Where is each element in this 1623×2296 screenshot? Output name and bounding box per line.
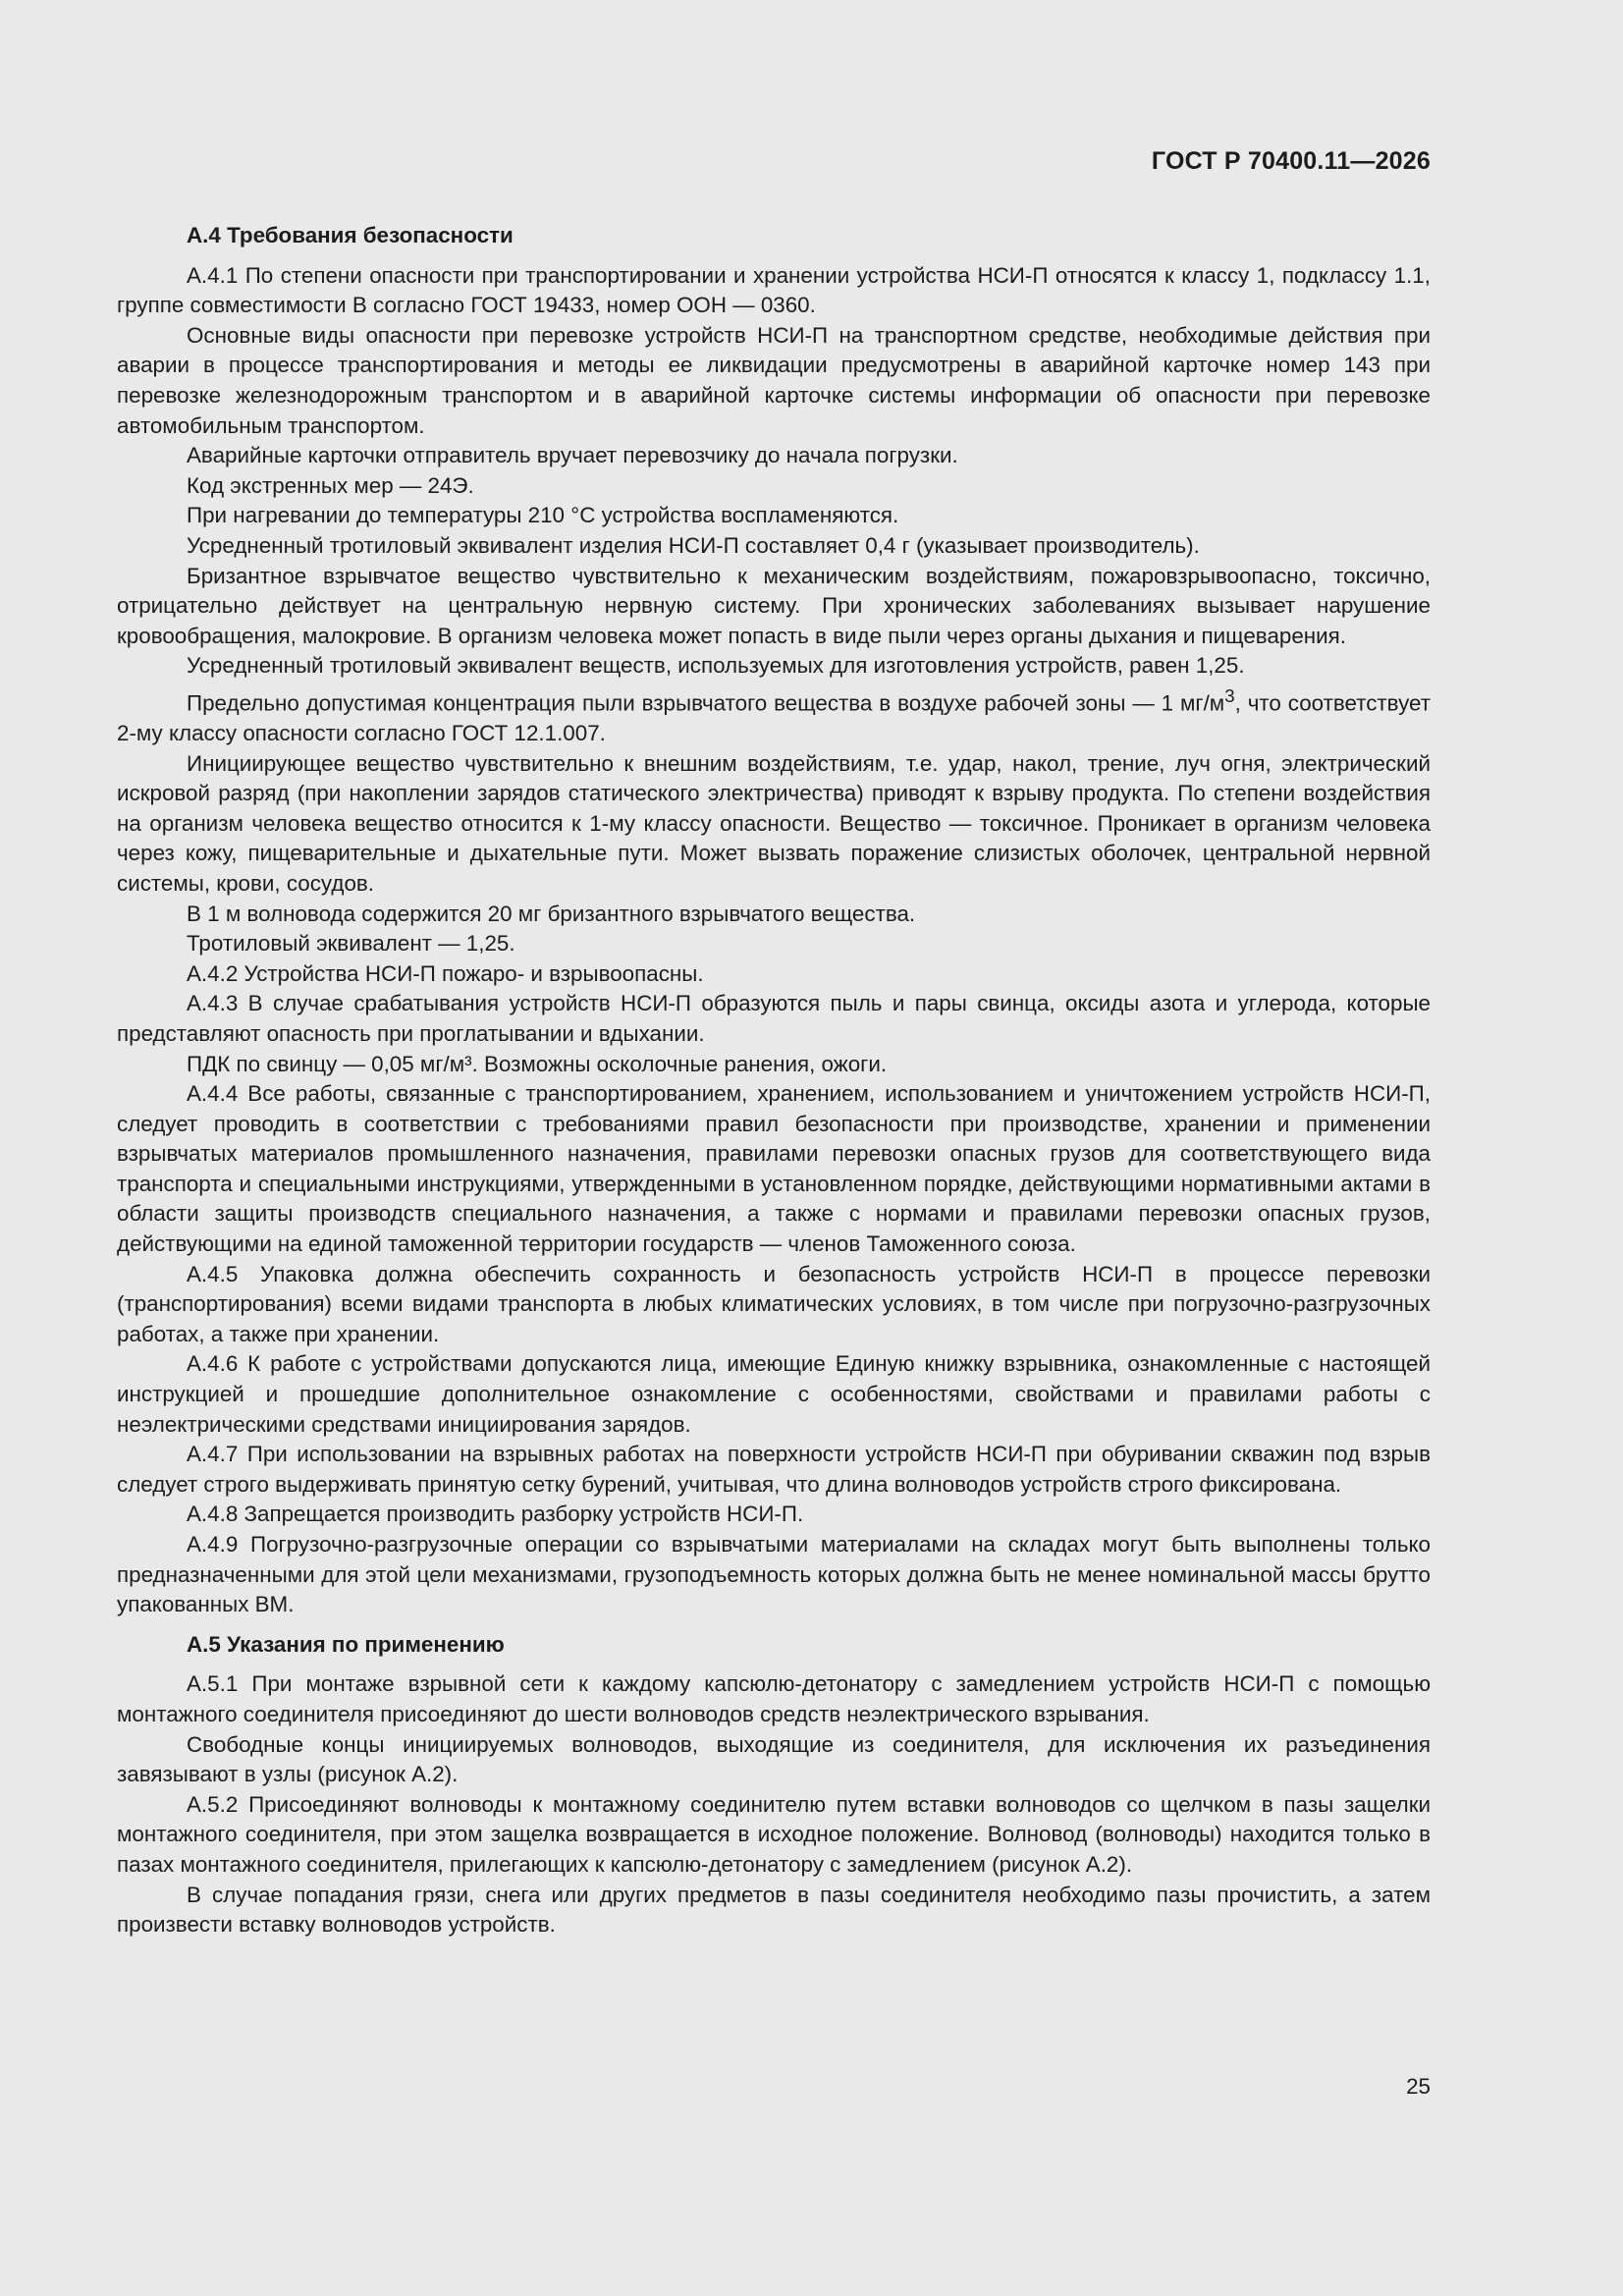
paragraph: Свободные концы инициируемых волноводов, выходящие из соединителя, для исключения их разъединения завязывают в узлы (рисунок А.2). <box>117 1731 1431 1787</box>
paragraph: В 1 м волновода содержится 20 мг бризантного взрывчатого вещества. <box>187 901 916 926</box>
concentration-text-end: , что соответствует 2-му классу опасности согласно ГОСТ 12.1.007. <box>117 690 1431 745</box>
page-number: 25 <box>1406 2074 1431 2099</box>
concentration-paragraph <box>117 682 1431 749</box>
paragraph: Основные виды опасности при перевозке устройств НСИ-П на транспортном средстве, необходимые действия при аварии в процессе транспортирования и методы ее ликвидации предусмотрены в аварийной карточке номер 143 при перевозке железнодорожным транспортом и в аварийной карточке системы информации об опасности при перевозке автомобильным транспортом. <box>117 322 1431 438</box>
paragraph: Усредненный тротиловый эквивалент изделия НСИ-П составляет 0,4 г (указывает производитель). <box>187 532 1200 558</box>
paragraph: А.4.7 При использовании на взрывных работах на поверхности устройств НСИ-П при обуривании скважин под взрыв следует строго выдерживать принятую сетку бурений, учитывая, что длина волноводов устройств строго фиксирована. <box>117 1442 1431 1497</box>
section-heading-a5: А.5 Указания по применению <box>187 1631 505 1657</box>
section-heading-a4: А.4 Требования безопасности <box>187 223 514 247</box>
paragraph: А.4.1 По степени опасности при транспортировании и хранении устройства НСИ-П относятся к классу 1, подклассу 1.1, группе совместимости B согласно ГОСТ 19433, номер ООН — 0360. <box>117 262 1431 318</box>
paragraph: ПДК по свинцу — 0,05 мг/м³. Возможны осколочные ранения, ожоги. <box>187 1051 888 1076</box>
paragraph: Бризантное взрывчатое вещество чувствительно к механическим воздействиям, пожаровзрывоопасно, токсично, отрицательно действует на центральную нервную систему. При хронических заболеваниях вызывает нарушение кровообращения, малокровие. В организм человека может попасть в виде пыли через органы дыхания и пищеварения. <box>117 563 1431 648</box>
paragraph: Аварийные карточки отправитель вручает перевозчику до начала погрузки. <box>187 443 958 468</box>
document-body <box>117 221 1431 1941</box>
paragraph: Инициирующее вещество чувствительно к внешним воздействиям, т.е. удар, накол, трение, луч огня, электрический искровой разряд (при накоплении зарядов статического электричества) приводят к взрыву продукта. По степени воздействия на организм человека вещество относится к 1-му классу опасности. Вещество — токсичное. Проникает в организм человека через кожу, пищеварительные и дыхательные пути. Может вызвать поражение слизистых оболочек, центральной нервной системы, крови, сосудов. <box>117 750 1431 896</box>
paragraph: А.5.1 При монтаже взрывной сети к каждому капсюлю-детонатору с замедлением устройств НСИ-П с помощью монтажного соединителя присоединяют до шести волноводов средств неэлектрического взрывания. <box>117 1671 1431 1726</box>
paragraph: А.4.2 Устройства НСИ-П пожаро- и взрывоопасны. <box>187 960 704 986</box>
paragraph: Усредненный тротиловый эквивалент веществ, используемых для изготовления устройств, равен 1,25. <box>187 653 1245 679</box>
superscript: 3 <box>1224 684 1235 706</box>
paragraph: При нагревании до температуры 210 °С устройства воспламеняются. <box>187 503 899 528</box>
document-id-header: ГОСТ Р 70400.11—2026 <box>1151 147 1431 175</box>
paragraph: Код экстренных мер — 24Э. <box>187 472 474 498</box>
paragraph: А.5.2 Присоединяют волноводы к монтажному соединителю путем вставки волноводов со щелчком в пазы защелки монтажного соединителя, при этом защелка возвращается в исходное положение. Волновод (волноводы) находится только в пазах монтажного соединителя, прилегающих к капсюлю-детонатору с замедлением (рисунок А.2). <box>117 1791 1431 1877</box>
paragraph: В случае попадания грязи, снега или других предметов в пазы соединителя необходимо пазы прочистить, а затем произвести вставку волноводов устройств. <box>117 1882 1431 1938</box>
paragraph: А.4.9 Погрузочно-разгрузочные операции со взрывчатыми материалами на складах могут быть выполнены только предназначенными для этой цели механизмами, грузоподъемность которых должна быть не менее номинальной массы брутто упакованных ВМ. <box>117 1532 1431 1617</box>
paragraph: А.4.5 Упаковка должна обеспечить сохранность и безопасность устройств НСИ-П в процессе перевозки (транспортирования) всеми видами транспорта в любых климатических условиях, в том числе при погрузочно-разгрузочных работах, а также при хранении. <box>117 1261 1431 1346</box>
paragraph: А.4.4 Все работы, связанные с транспортированием, хранением, использованием и уничтожением устройств НСИ-П, следует проводить в соответствии с требованиями правил безопасности при производстве, хранении и применении взрывчатых материалов промышленного назначения, правилами перевозки опасных грузов для соответствующего вида транспорта и специальными инструкциями, утвержденными в установленном порядке, действующими нормативными актами в области защиты производств специального назначения, а также с нормами и правилами перевозки опасных грузов, действующими на единой таможенной территории государств — членов Таможенного союза. <box>117 1081 1431 1257</box>
paragraph: А.4.6 К работе с устройствами допускаются лица, имеющие Единую книжку взрывника, ознакомленные с настоящей инструкцией и прошедшие дополнительное ознакомление с особенностями, свойствами и правилами работы с неэлектрическими средствами инициирования зарядов. <box>117 1351 1431 1437</box>
paragraph: А.4.8 Запрещается производить разборку устройств НСИ-П. <box>187 1502 804 1527</box>
concentration-text: Предельно допустимая концентрация пыли взрывчатого вещества в воздухе рабочей зоны — 1 мг/м <box>187 690 1225 716</box>
paragraph: Тротиловый эквивалент — 1,25. <box>187 931 515 957</box>
paragraph: А.4.3 В случае срабатывания устройств НСИ-П образуются пыль и пары свинца, оксиды азота и углерода, которые представляют опасность при проглатывании и вдыхании. <box>117 991 1431 1046</box>
